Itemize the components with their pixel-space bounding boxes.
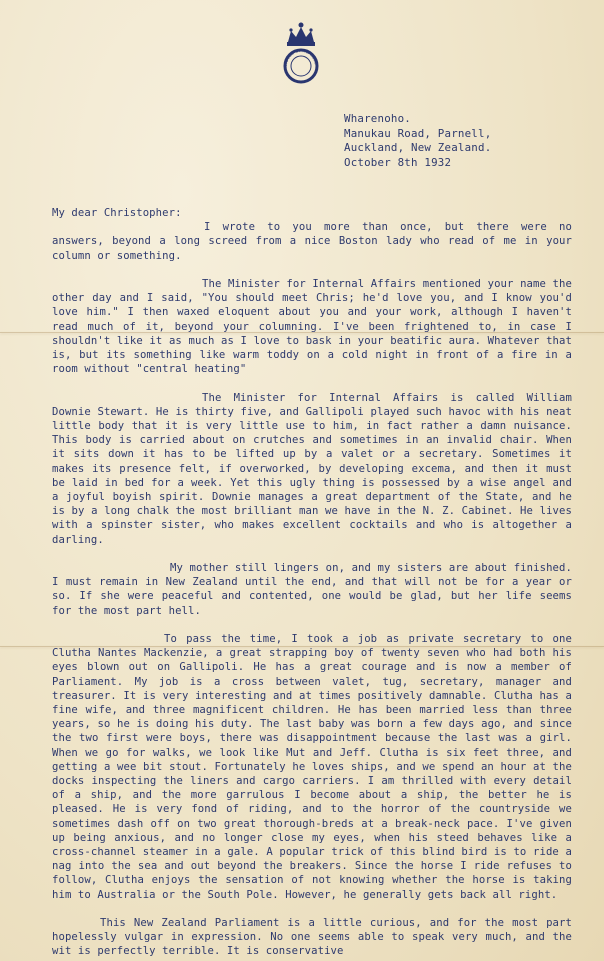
- address-line: Wharenoho.: [344, 112, 412, 125]
- paragraph: The Minister for Internal Affairs mentioned your name the other day and I said, "You should meet Chris; he'd love you, and I know you'd love him." I then waxed eloquent about you and your work, although I haven't read much of it, beyond your columning. I've been frightened to, in case I shouldn't like it as much as I love to bask in your beatific aura. Whatever that is, but its something like warm toddy on a cold night in front of a fire in a room without "central heating": [52, 278, 572, 376]
- sender-address: [344, 112, 491, 170]
- letter-date: October 8th 1932: [344, 155, 452, 169]
- salutation: My dear Christopher:: [52, 207, 182, 219]
- house-of-representatives-seal: [271, 18, 331, 88]
- address-line: Manukau Road, Parnell,: [344, 126, 492, 140]
- paragraph: My mother still lingers on, and my sisters are about finished. I must remain in New Zealand until the end, and that will not be for a year or so. If she were peaceful and contented, one would be glad, but her life seems for the most part hell.: [52, 562, 572, 617]
- svg-text:HOUSE OF REPRESENTATIVES: HOUSE OF REPRESE: [282, 47, 319, 67]
- paragraph: I wrote to you more than once, but there were no answers, beyond a long screed from a nice Boston lady who read of me in your column or something.: [52, 221, 572, 262]
- crown-icon: [271, 18, 331, 88]
- paragraph: To pass the time, I took a job as private secretary to one Clutha Nantes Mackenzie, a great strapping boy of twenty seven who had both his eyes blown out on Gallipoli. He has a great courage and is now a member of Parliament. My job is a cross between valet, tug, secretary, manager and treasurer. It is very interesting and at times positively damnable. Clutha has a fine wife, and three magnificent children. He has been married less than three years, so he is doing his duty. The last baby was born a few days ago, and since the two first were boys, there was disappointment because the last was a girl. When we go for walks, we look like Mut and Jeff. Clutha is six feet three, and getting a wee bit stout. Fortunately he loves ships, and we spend an hour at the docks inspecting the liners and cargo carriers. I am thrilled with every detail of a ship, and the more garrulous I become about a ship, the better he is pleased. He is very fond of riding, and to the horror of the countryside we sometimes dash off on two great thorough-breds at a break-neck pace. I've given up being anxious, and no longer close my eyes, when his steed behaves like a cross-channel steamer in a gale. A popular trick of this blind bird is to ride a nag into the sea and out beyond the breakers. Since the horse I ride refuses to follow, Clutha enjoys the sensation of not knowing whether the horse is taking him to Australia or the South Pole. However, he generally gets back all right.: [52, 633, 572, 901]
- paragraph: This New Zealand Parliament is a little curious, and for the most part hopelessly vulgar in expression. No one seems able to speak very much, and the wit is perfectly terrible. It is conservative: [52, 917, 572, 958]
- letter-body: [52, 206, 572, 961]
- address-line: Auckland, New Zealand.: [344, 141, 492, 155]
- paragraph: The Minister for Internal Affairs is called William Downie Stewart. He is thirty five, and Gallipoli played such havoc with his neat little body that it is very little use to him, in fact rather a damn nuisance. This body is carried about on crutches and sometimes in an invalid chair. When it sits down it has to be lifted up by a valet or a secretary. Sometimes it makes its presence felt, if overworked, by developing excema, and then it must be laid in bed for a week. Yet this ugly thing is possessed by a wise angel and a joyful boyish spirit. Downie manages a great department of the State, and he is by a long chalk the most brilliant man we have in the N. Z. Cabinet. He lives with a spinster sister, who makes excellent cocktails and who is altogether a darling.: [52, 391, 572, 546]
